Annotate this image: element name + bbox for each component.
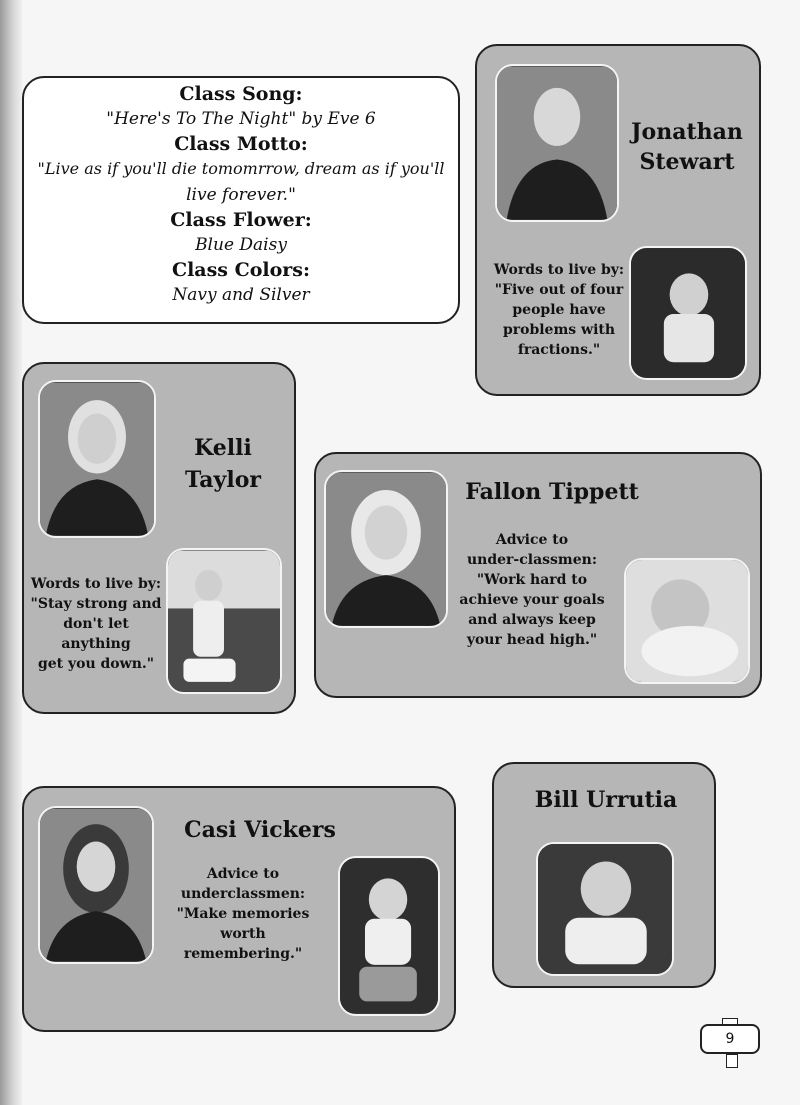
student-card-casi-vickers: [22, 786, 456, 1032]
quote-line: under-classmen:: [467, 552, 597, 568]
baby-figure-icon: [626, 560, 748, 682]
quote-line: get you down.": [37, 656, 155, 672]
quote-line: "Work hard to: [476, 572, 588, 588]
class-info-card: [22, 76, 460, 324]
portrait-figure-icon: [40, 382, 154, 536]
class-colors-label: Class Colors:: [171, 259, 311, 281]
student-name: Fallon Tippett: [465, 479, 639, 505]
student-quote: [450, 530, 614, 650]
page-tab-bottom: [726, 1054, 738, 1068]
baby-photo: [166, 548, 282, 694]
student-name: Casi Vickers: [184, 817, 336, 843]
quote-line: people have: [512, 302, 606, 318]
quote-line: Advice to: [495, 532, 569, 548]
quote-line: underclassmen:: [180, 886, 306, 902]
quote-line: Words to live by:: [493, 262, 625, 278]
book-binding-shadow: [0, 0, 22, 1105]
baby-photo: [624, 558, 750, 684]
quote-line: Words to live by:: [30, 576, 162, 592]
student-card-fallon-tippett: [314, 452, 762, 698]
portrait-figure-icon: [40, 808, 152, 962]
student-card-bill-urrutia: [492, 762, 716, 988]
quote-line: worth remembering.": [183, 926, 303, 962]
student-card-jonathan-stewart: [475, 44, 761, 396]
baby-photo: [536, 842, 674, 976]
quote-line: and always keep: [468, 612, 596, 628]
baby-photo: [338, 856, 440, 1016]
senior-portrait: [324, 470, 448, 628]
student-quote: [485, 260, 633, 360]
senior-portrait: [495, 64, 619, 222]
quote-line: "Stay strong and: [30, 596, 162, 612]
student-name: Bill Urrutia: [534, 787, 678, 813]
class-song-label: Class Song:: [179, 83, 303, 105]
baby-figure-icon: [631, 248, 745, 378]
quote-line: fractions.": [517, 342, 601, 358]
class-motto-line1: "Live as if you'll die tomomrrow, dream as if you'll: [37, 159, 445, 178]
quote-line: achieve your goals: [459, 592, 605, 608]
student-first-name: Jonathan: [631, 119, 743, 145]
quote-line: problems with: [502, 322, 616, 338]
student-last-name: Taylor: [185, 467, 261, 493]
senior-portrait: [38, 806, 154, 964]
page-number: 9: [700, 1024, 760, 1054]
class-song: "Here's To The Night" by Eve 6: [106, 109, 376, 129]
baby-photo: [629, 246, 747, 380]
quote-line: your head high.": [466, 632, 598, 648]
senior-portrait: [38, 380, 156, 538]
quote-line: "Five out of four: [494, 282, 624, 298]
student-first-name: Kelli: [194, 435, 252, 461]
portrait-figure-icon: [497, 66, 617, 220]
quote-line: Advice to: [206, 866, 280, 882]
class-motto-label: Class Motto:: [174, 133, 308, 155]
student-quote: [160, 864, 326, 964]
quote-line: don't let anything: [61, 616, 131, 652]
class-flower-label: Class Flower:: [170, 209, 312, 231]
baby-figure-icon: [340, 858, 438, 1014]
class-motto-line2: live forever.": [186, 185, 296, 205]
baby-figure-icon: [168, 550, 280, 692]
class-flower: Blue Daisy: [195, 235, 287, 255]
portrait-figure-icon: [326, 472, 446, 626]
baby-figure-icon: [538, 844, 672, 974]
student-quote: [28, 574, 164, 674]
class-colors: Navy and Silver: [172, 285, 310, 305]
quote-line: "Make memories: [176, 906, 310, 922]
student-card-kelli-taylor: [22, 362, 296, 714]
student-last-name: Stewart: [639, 149, 735, 175]
